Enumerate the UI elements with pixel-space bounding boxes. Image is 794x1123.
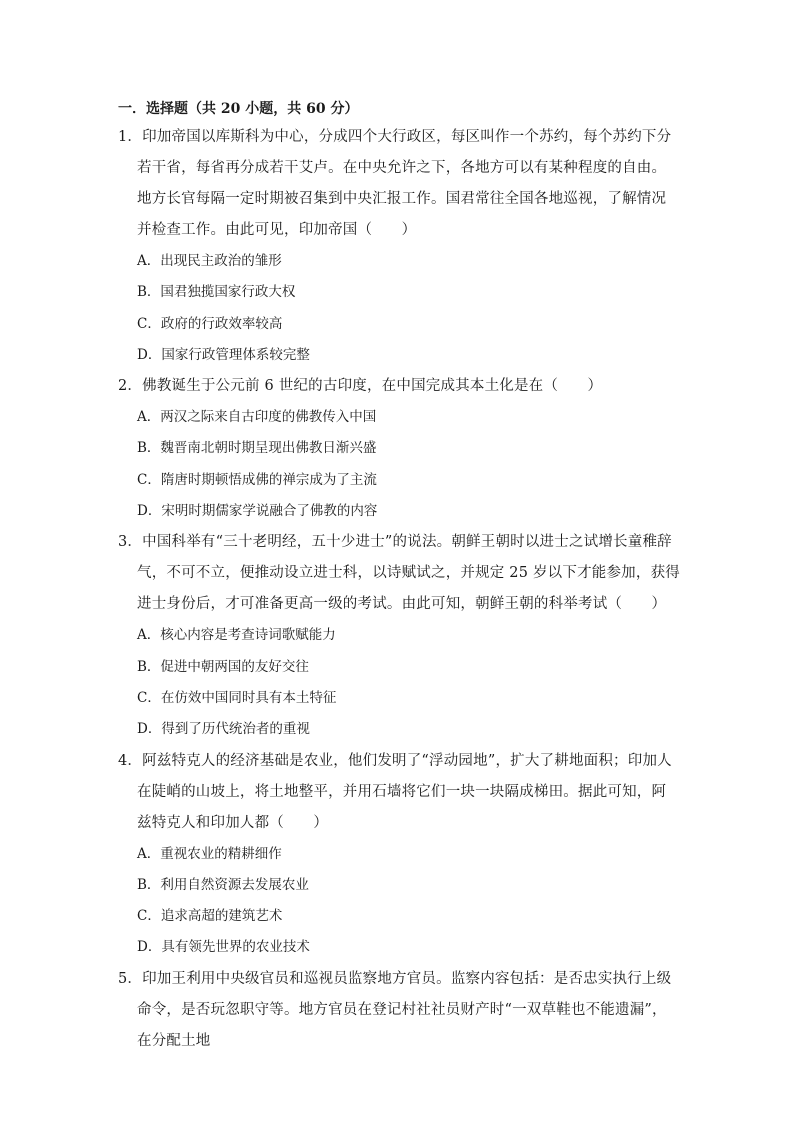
option-a: A．重视农业的精耕细作 xyxy=(137,845,282,862)
option-list xyxy=(118,246,680,371)
option-a: A．核心内容是考查诗词歌赋能力 xyxy=(137,627,336,644)
question-3 xyxy=(118,527,680,745)
question-5 xyxy=(118,964,680,1057)
option-list xyxy=(118,839,680,964)
option-a: A．出现民主政治的雏形 xyxy=(137,253,282,269)
option-c: C．在仿效中国同时具有本土特征 xyxy=(137,689,337,706)
option-b: B．利用自然资源去发展农业 xyxy=(137,876,309,893)
option-d: D．国家行政管理体系较完整 xyxy=(137,346,310,363)
question-2 xyxy=(118,371,680,527)
option-c: C．追求高超的建筑艺术 xyxy=(137,908,283,925)
question-1 xyxy=(118,122,680,371)
option-d: D．具有领先世界的农业技术 xyxy=(137,939,310,956)
question-stem: 1．印加帝国以库斯科为中心，分成四个大行政区，每区叫作一个苏约，每个苏约下分若干省，每省再分成若干艾卢。在中央允许之下，各地方可以有某种程度的自由。地方长官每隔一定时期被召集到中央汇报工作。国君常往全国各地巡视，了解情况并检查工作。由此可见，印加帝国（ ） xyxy=(118,129,672,238)
option-b: B．促进中朝两国的友好交往 xyxy=(137,658,309,675)
option-c: C．政府的行政效率较高 xyxy=(137,315,283,332)
question-stem: 3．中国科举有“三十老明经，五十少进士”的说法。朝鲜王朝时以进士之试增长童稚辞气，不可不立，便推动设立进士科，以诗赋试之，并规定 25 岁以下才能参加，获得进士身份后，才可准备更高一级的考试。由此可知，朝鲜王朝的科举考试（ ） xyxy=(118,534,680,613)
section-title: 一．选择题（共 20 小题，共 60 分） xyxy=(118,101,359,117)
option-d: D．宋明时期儒家学说融合了佛教的内容 xyxy=(137,503,378,520)
question-list xyxy=(118,122,680,1057)
option-list xyxy=(118,620,680,745)
option-b: B．魏晋南北朝时期呈现出佛教日渐兴盛 xyxy=(137,440,377,457)
option-a: A．两汉之际来自古印度的佛教传入中国 xyxy=(137,409,377,426)
question-stem: 5．印加王利用中央级官员和巡视员监察地方官员。监察内容包括：是否忠实执行上级命令，是否玩忽职守等。地方官员在登记村社社员财产时“一双草鞋也不能遗漏”，在分配土地 xyxy=(118,970,672,1049)
question-4 xyxy=(118,746,680,964)
option-d: D．得到了历代统治者的重视 xyxy=(137,721,310,738)
option-b: B．国君独揽国家行政大权 xyxy=(137,284,296,301)
question-stem: 4．阿兹特克人的经济基础是农业，他们发明了“浮动园地”，扩大了耕地面积；印加人在陡峭的山坡上，将土地整平，并用石墙将它们一块一块隔成梯田。据此可知，阿兹特克人和印加人都（ ） xyxy=(118,752,672,831)
option-c: C．隋唐时期顿悟成佛的禅宗成为了主流 xyxy=(137,471,377,488)
question-stem: 2．佛教诞生于公元前 6 世纪的古印度，在中国完成其本土化是在（ ） xyxy=(118,378,603,395)
option-list xyxy=(118,402,680,527)
